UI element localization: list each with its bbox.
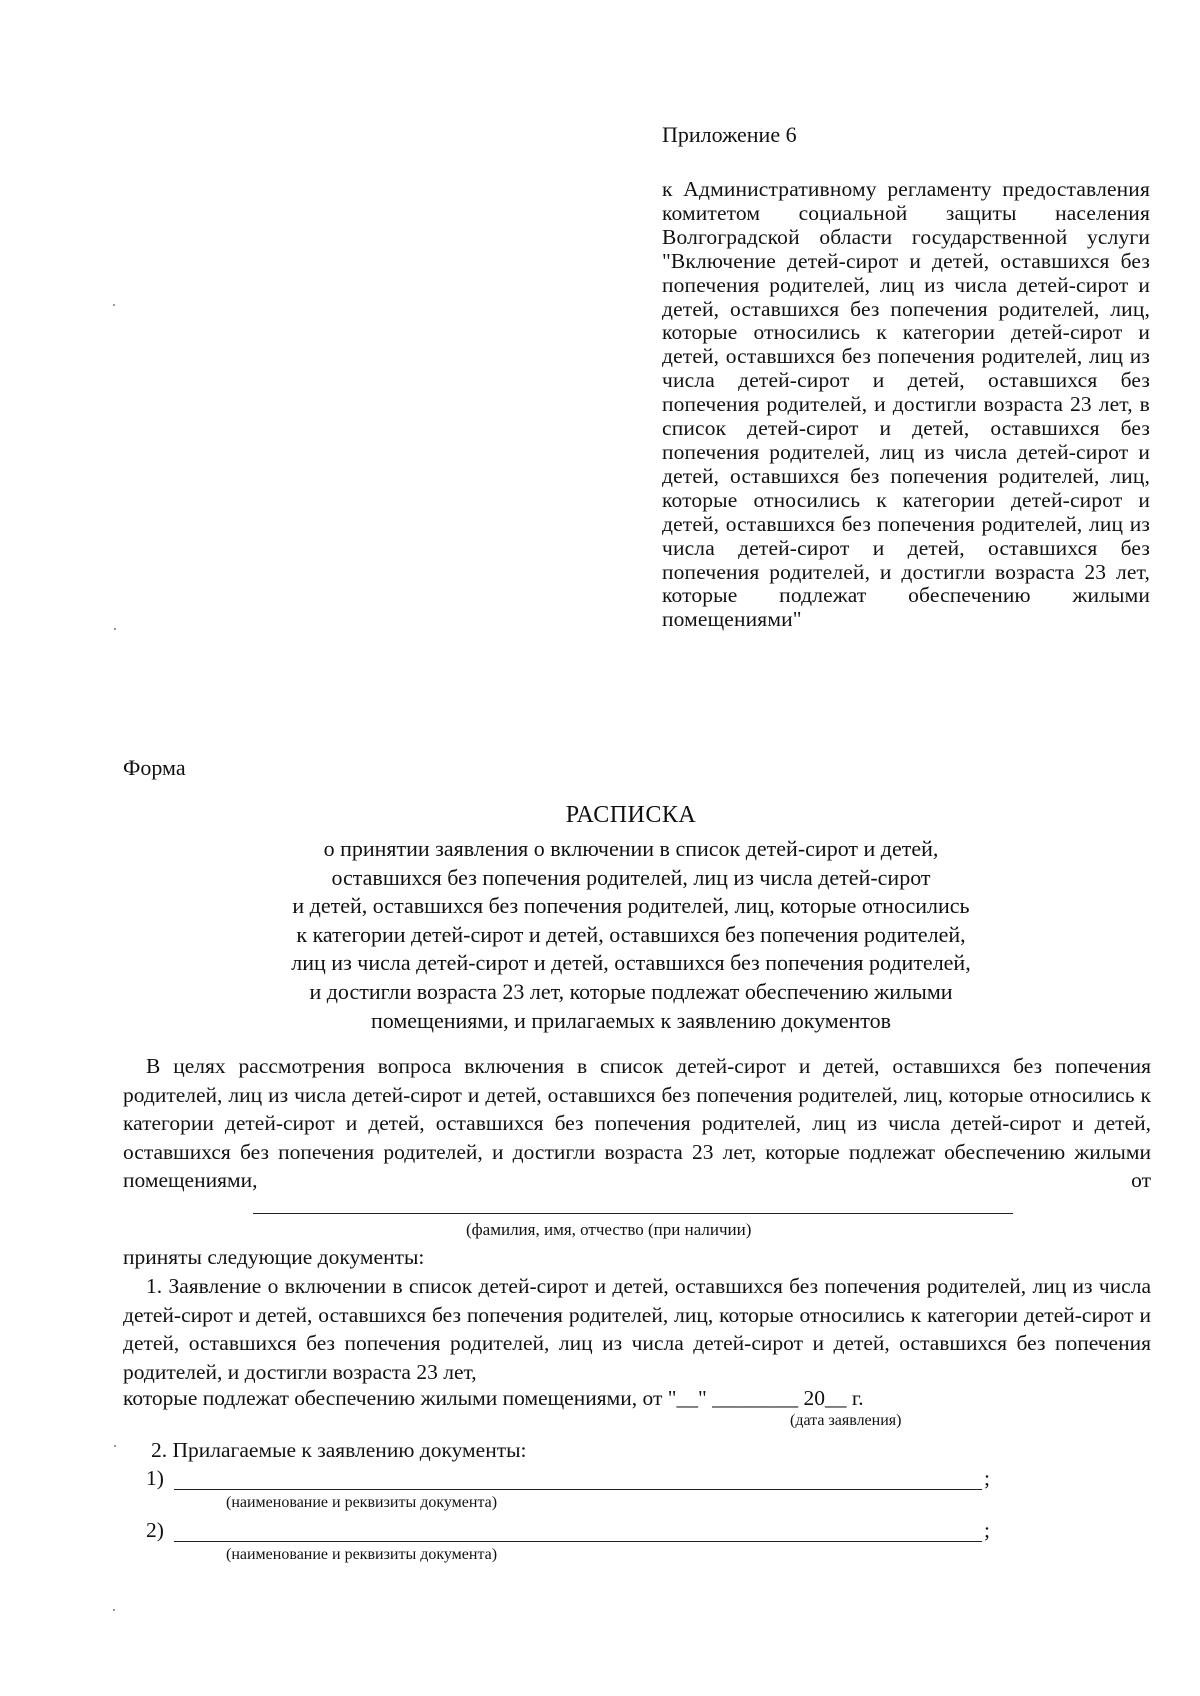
entry-caption: (наименование и реквизиты документа) [226, 1546, 498, 1563]
docs-accepted-label: приняты следующие документы: [123, 1245, 425, 1269]
form-label: Форма [123, 755, 186, 780]
scan-speck [114, 628, 116, 630]
item2-heading: 2. Прилагаемые к заявлению документы: [151, 1438, 527, 1462]
item1-text: 1. Заявление о включении в список детей-сирот и детей, оставшихся без попечения родителей, лиц из числа детей-сирот и детей, оставшихся без попечения родителей, лиц, которые относились к категории детей-сирот и детей, оставшихся без попечения родителей, лиц из числа детей-сирот и детей, оставшихся без попечения родителей, и достигли возраста 23 лет, [123, 1274, 1151, 1384]
entry-underline [174, 1489, 982, 1490]
receipt-subtitle-line: помещениями, и прилагаемых к заявлению документов [371, 1007, 891, 1033]
appendix-title: Приложение 6 [662, 122, 797, 147]
receipt-subtitle-line: о принятии заявления о включении в список детей-сирот и детей, [323, 836, 939, 861]
appendix-body: к Административному регламенту предоставления комитетом социальной защиты населения Волгоградской области государственной услуги "Включение детей-сирот и детей, оставшихся без попечения родителей, лиц из числа детей-сирот и детей, оставшихся без попечения родителей, лиц, которые относились к категории детей-сирот и детей, оставшихся без попечения родителей, лиц из числа детей-сирот и детей, оставшихся без попечения родителей, и достигли возраста 23 лет, в список детей-сирот и детей, оставшихся без попечения родителей, лиц из числа детей-сирот и детей, оставшихся без попечения родителей, лиц, которые относились к категории детей-сирот и детей, оставшихся без попечения родителей, лиц из числа детей-сирот и детей, оставшихся без попечения родителей, и достигли возраста 23 лет, которые подлежат обеспечению жилыми помещениями" [662, 177, 1150, 632]
scan-speck [113, 304, 115, 306]
entry-end: ; [984, 1466, 990, 1490]
item1-date-line: которые подлежат обеспечению жилыми помещениями, от "__" ________ 20__ г. [123, 1386, 864, 1410]
fio-caption: (фамилия, имя, отчество (при наличии) [466, 1220, 752, 1239]
main-paragraph: В целях рассмотрения вопроса включения в список детей-сирот и детей, оставшихся без попечения родителей, лиц из числа детей-сирот и детей, оставшихся без попечения родителей, лиц, которые относились к категории детей-сирот и детей, оставшихся без попечения родителей, лиц из числа детей-сирот и детей, оставшихся без попечения родителей, и достигли возраста 23 лет, которые подлежат обеспечению жилыми помещениями, от [123, 1054, 1151, 1192]
receipt-subtitle-line: и детей, оставшихся без попечения родителей, лиц, которые относились [292, 893, 970, 919]
entry-number: 2) [146, 1518, 164, 1542]
scan-speck [113, 1609, 115, 1611]
receipt-subtitle-line: и достигли возраста 23 лет, которые подлежат обеспечению жилыми [309, 978, 953, 1004]
receipt-subtitle [238, 835, 1024, 1035]
entry-underline [174, 1541, 982, 1542]
receipt-subtitle-line: оставшихся без попечения родителей, лиц из числа детей-сирот [331, 864, 931, 890]
scan-speck [114, 1445, 116, 1447]
receipt-title: РАСПИСКА [565, 802, 697, 828]
entry-caption: (наименование и реквизиты документа) [226, 1494, 498, 1511]
entry-number: 1) [146, 1466, 164, 1490]
entry-end: ; [984, 1518, 990, 1542]
receipt-subtitle-line: к категории детей-сирот и детей, оставшихся без попечения родителей, [296, 921, 966, 947]
date-caption: (дата заявления) [790, 1412, 902, 1429]
receipt-subtitle-line: лиц из числа детей-сирот и детей, оставшихся без попечения родителей, [291, 950, 971, 976]
fio-underline [253, 1213, 1013, 1214]
